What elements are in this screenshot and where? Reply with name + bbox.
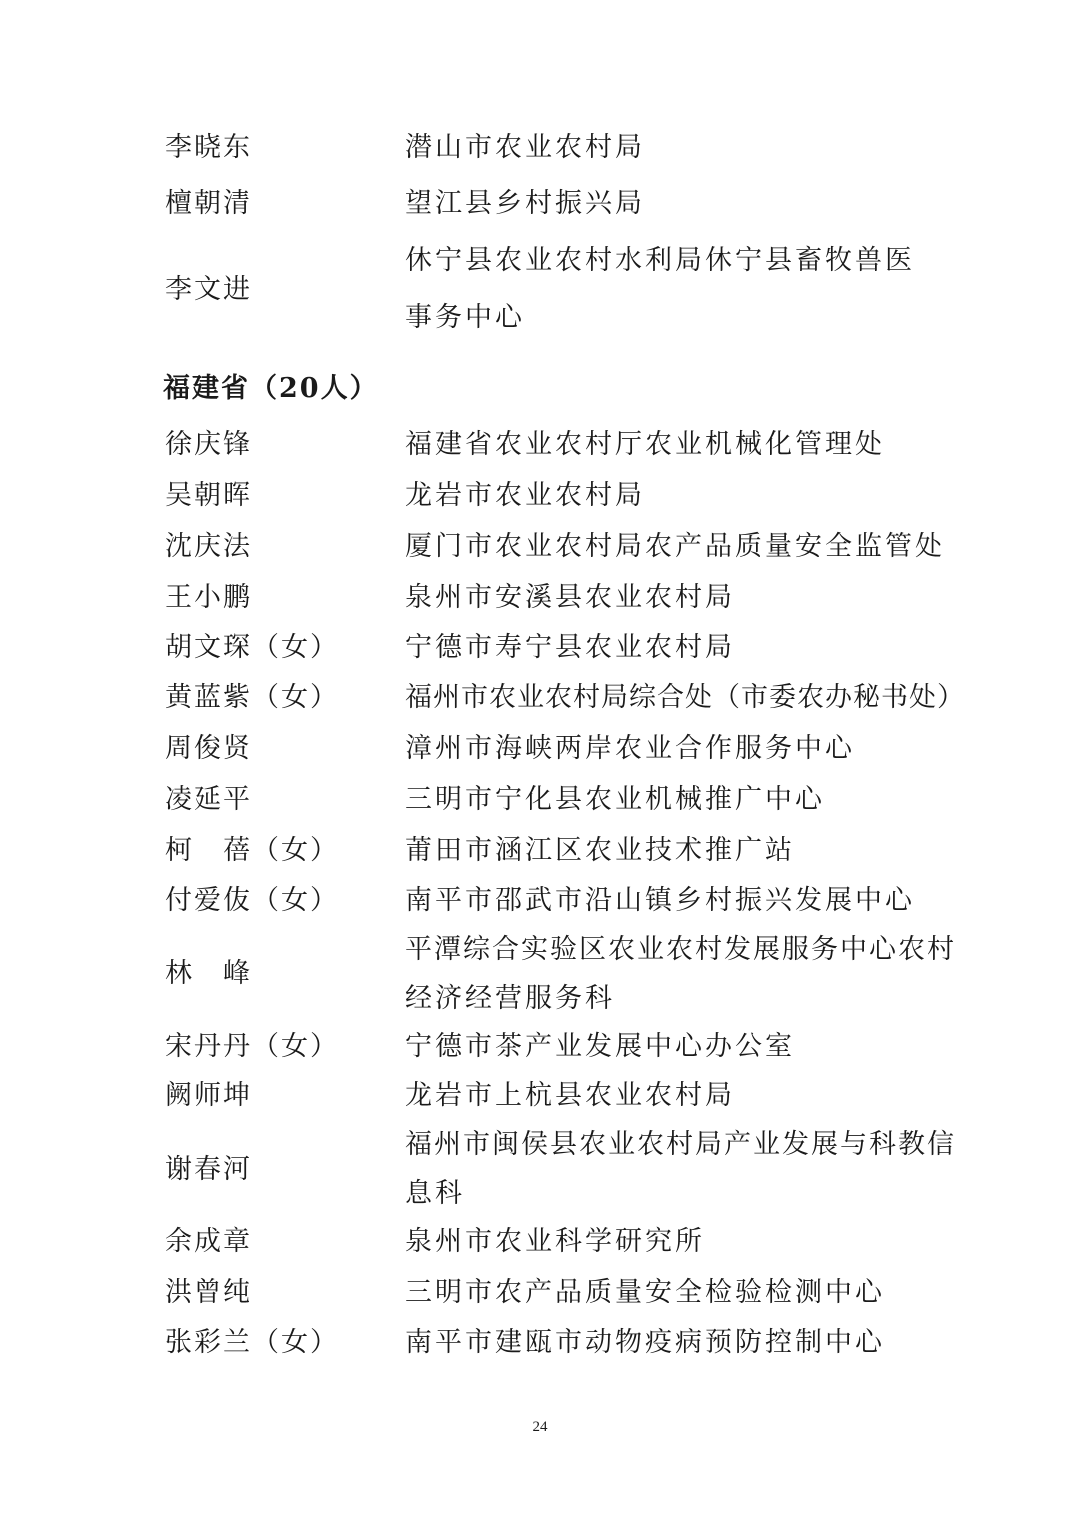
organization [405,482,980,509]
organization-line: 息科 [405,1178,465,1209]
person-name: 张彩兰（女） [165,1327,339,1358]
person-name: 李晓东 [165,132,252,163]
person-name: 谢春河 [165,1154,252,1185]
person-name: 王小鹏 [165,582,252,613]
organization [405,837,980,864]
organization-line: 福州市闽侯县农业农村局产业发展与科教信 [405,1129,956,1160]
person-name: 李文进 [165,274,252,305]
person-name: 黄蓝紫（女） [165,682,339,713]
organization-line: 福建省农业农村厅农业机械化管理处 [405,429,885,460]
organization [405,1131,980,1207]
person-name: 胡文琛（女） [165,632,339,663]
organization-line: 望江县乡村振兴局 [405,188,645,219]
organization [405,190,980,217]
organization-line: 三明市农产品质量安全检验检测中心 [405,1277,885,1308]
person-name: 周俊贤 [165,733,252,764]
organization [405,936,980,1012]
organization-line: 龙岩市农业农村局 [405,480,645,511]
person-name: 阙师坤 [165,1080,252,1111]
person-name: 洪曾纯 [165,1277,252,1308]
person-name: 沈庆法 [165,531,252,562]
organization [405,735,980,762]
organization-line: 南平市邵武市沿山镇乡村振兴发展中心 [405,885,915,916]
person-name: 余成章 [165,1226,252,1257]
organization-line: 南平市建瓯市动物疫病预防控制中心 [405,1327,885,1358]
person-name: 徐庆锋 [165,429,252,460]
organization [405,431,980,458]
organization [405,1082,980,1109]
organization [405,887,980,914]
organization-line: 经济经营服务科 [405,983,615,1014]
organization [405,634,980,661]
section-heading: 福建省（20人） [163,373,379,404]
organization [405,1329,980,1356]
person-name: 凌延平 [165,784,252,815]
organization-line: 漳州市海峡两岸农业合作服务中心 [405,733,855,764]
organization [405,1279,980,1306]
organization-line: 泉州市安溪县农业农村局 [405,582,735,613]
person-name: 林 峰 [165,958,252,989]
organization-line: 三明市宁化县农业机械推广中心 [405,784,825,815]
organization [405,1033,980,1060]
organization-line: 事务中心 [405,302,525,333]
organization-line: 厦门市农业农村局农产品质量安全监管处 [405,531,945,562]
person-name: 宋丹丹（女） [165,1031,339,1062]
person-name: 付爱伖（女） [165,885,339,916]
organization-line: 平潭综合实验区农业农村发展服务中心农村 [405,934,956,965]
organization-line: 莆田市涵江区农业技术推广站 [405,835,795,866]
organization-line: 龙岩市上杭县农业农村局 [405,1080,735,1111]
organization [405,134,980,161]
page-number: 24 [532,1419,548,1435]
organization-line: 休宁县农业农村水利局休宁县畜牧兽医 [405,245,915,276]
organization [405,684,980,711]
organization [405,247,980,331]
organization [405,1228,980,1255]
organization-line: 宁德市寿宁县农业农村局 [405,632,735,663]
organization [405,584,980,611]
person-name: 吴朝晖 [165,480,252,511]
person-name: 柯 蓓（女） [165,835,339,866]
organization [405,786,980,813]
organization-line: 福州市农业农村局综合处（市委农办秘书处） [405,682,965,713]
organization-line: 宁德市茶产业发展中心办公室 [405,1031,795,1062]
organization [405,533,980,560]
organization-line: 潜山市农业农村局 [405,132,645,163]
organization-line: 泉州市农业科学研究所 [405,1226,705,1257]
person-name: 檀朝清 [165,188,252,219]
